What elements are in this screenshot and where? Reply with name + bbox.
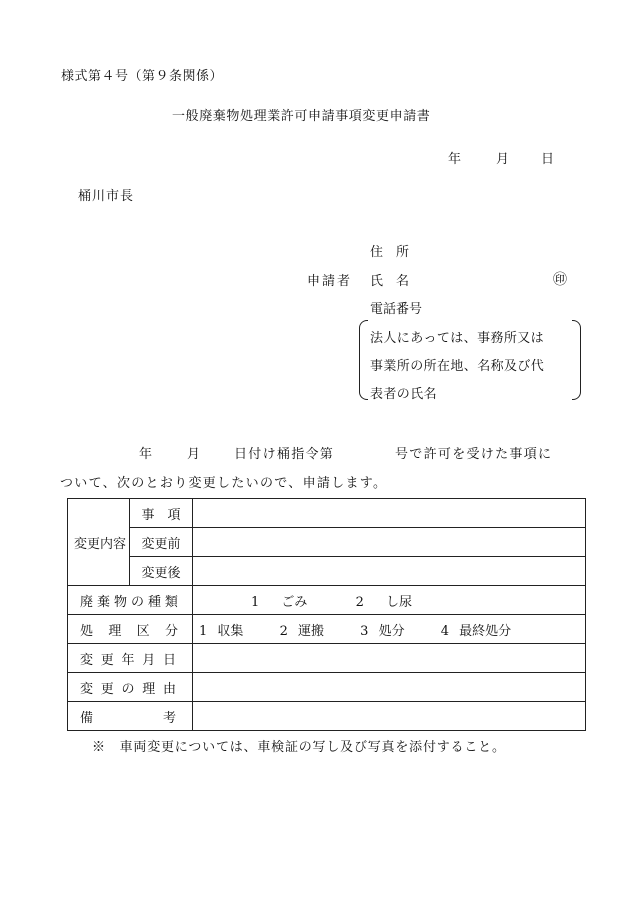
date-month-label: 月: [496, 152, 510, 167]
change-reason-label: 変 更 の 理 由: [68, 673, 193, 702]
body-line1-tail: 号で許可を受けた事項に: [395, 447, 553, 462]
name-label: 氏 名: [370, 274, 410, 289]
table-row: [68, 673, 586, 702]
table-row: [68, 702, 586, 731]
applicant-role-label: 申請者: [307, 274, 353, 289]
change-details-table: [67, 498, 586, 731]
waste-type-label: 廃 棄 物 の 種 類: [68, 586, 193, 615]
table-row: [68, 586, 586, 615]
remarks-value[interactable]: [193, 702, 586, 731]
corporate-note-line: 事業所の所在地、名称及び代: [370, 359, 545, 374]
seal-mark: ㊞: [553, 272, 567, 288]
body-date-text: 日付け桶指令第: [234, 447, 335, 462]
date-year-label: 年: [448, 152, 462, 167]
phone-label: 電話番号: [370, 302, 423, 317]
document-title: 一般廃棄物処理業許可申請事項変更申請書: [172, 109, 431, 124]
after-label: 変更後: [130, 557, 193, 586]
form-number: 様式第４号（第９条関係）: [61, 69, 224, 84]
table-row: [68, 528, 586, 557]
processing-label: 処 理 区 分: [68, 615, 193, 644]
change-date-value[interactable]: [193, 644, 586, 673]
note-bracket-left: [359, 320, 368, 400]
table-row: [68, 557, 586, 586]
before-value[interactable]: [193, 528, 586, 557]
remarks-label: 備 考: [68, 702, 193, 731]
body-month-label: 月: [187, 447, 201, 462]
body-year-label: 年: [139, 447, 153, 462]
table-row: [68, 615, 586, 644]
table-row: [68, 644, 586, 673]
address-label: 住 所: [370, 245, 410, 260]
change-date-label: 変 更 年 月 日: [68, 644, 193, 673]
change-group-label: 変更内容: [68, 499, 130, 586]
table-row: [68, 499, 586, 528]
footnote: ※ 車両変更については、車検証の写し及び写真を添付すること。: [92, 740, 506, 755]
change-reason-value[interactable]: [193, 673, 586, 702]
after-value[interactable]: [193, 557, 586, 586]
item-label: 事 項: [130, 499, 193, 528]
item-value[interactable]: [193, 499, 586, 528]
addressee: 桶川市長: [78, 189, 135, 204]
corporate-note-line: 表者の氏名: [370, 387, 438, 402]
waste-type-options[interactable]: 1 ごみ 2 し尿: [193, 586, 586, 615]
date-day-label: 日: [541, 152, 555, 167]
corporate-note-line: 法人にあっては、事務所又は: [370, 331, 545, 346]
note-bracket-right: [572, 320, 581, 400]
body-line2: ついて、次のとおり変更したいので、申請します。: [60, 476, 388, 491]
processing-options[interactable]: 1 収集 2 運搬 3 処分 4 最終処分: [193, 615, 586, 644]
before-label: 変更前: [130, 528, 193, 557]
